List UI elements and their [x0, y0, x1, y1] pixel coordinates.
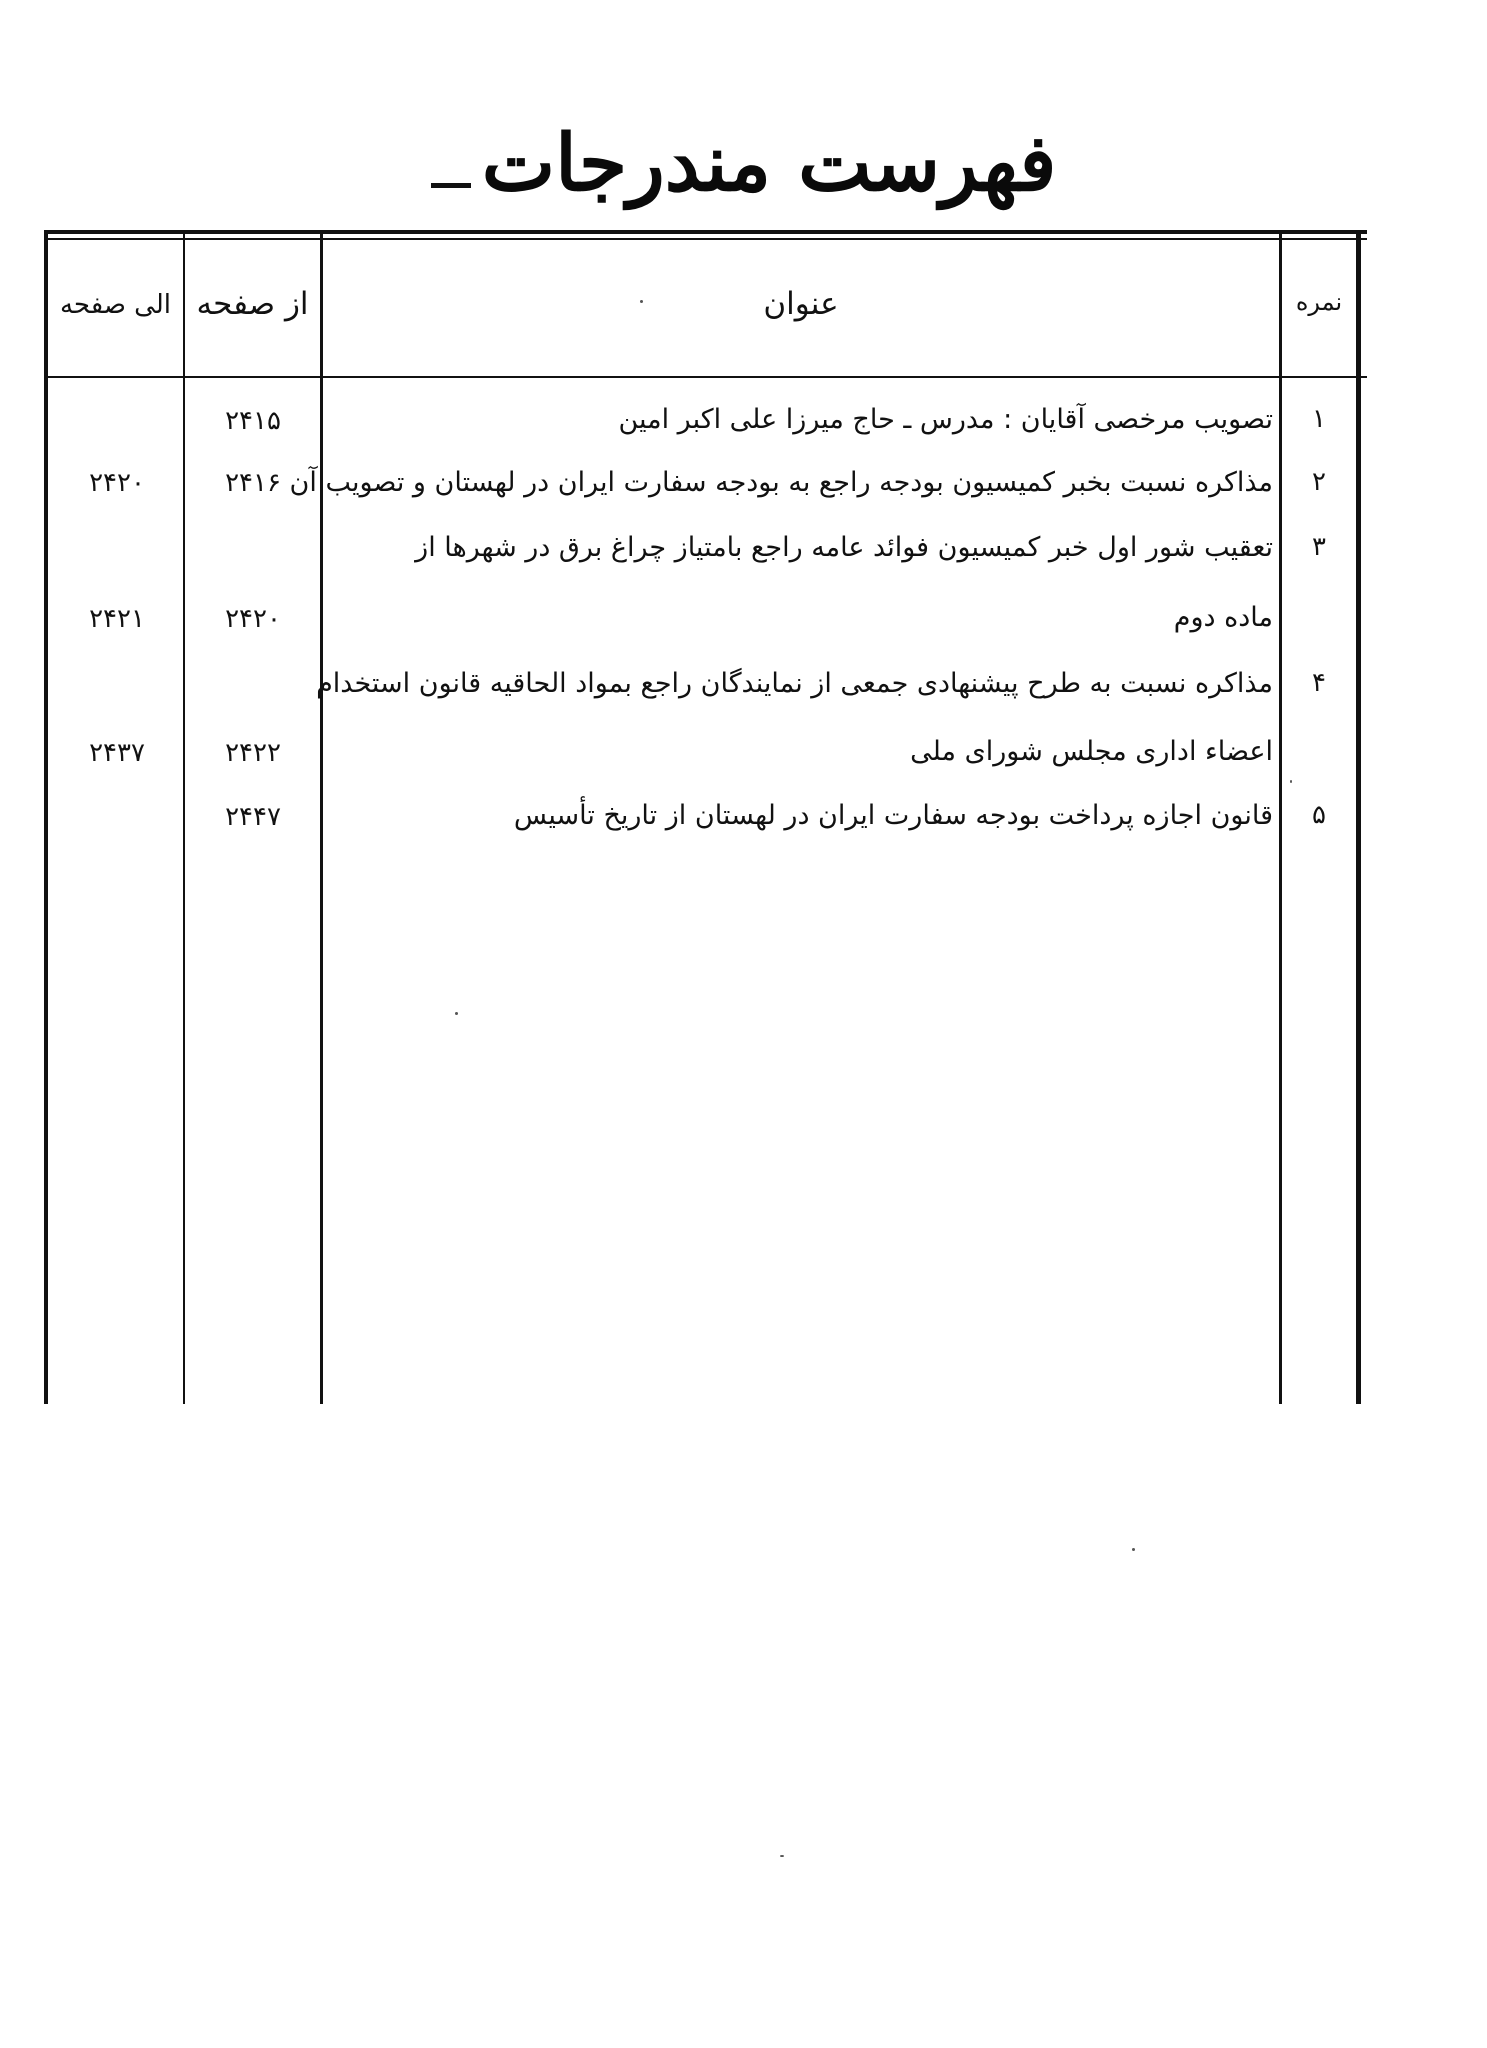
- scan-speck: [1132, 1548, 1135, 1551]
- row-number: ۱: [1312, 404, 1326, 434]
- row-from-page: ۲۴۲۲: [225, 738, 281, 768]
- row-subject-line: تعقیب شور اول خبر کمیسیون فوائد عامه راجع بامتیاز چراغ برق در شهرها از: [415, 532, 1273, 563]
- scan-speck: [455, 1012, 458, 1015]
- row-to-page: ۲۴۲۰: [89, 468, 145, 498]
- row-from-page: ۲۴۱۶: [225, 468, 281, 498]
- row-from-page: ۲۴۴۷: [225, 802, 281, 832]
- row-from-page: ۲۴۲۰: [225, 604, 281, 634]
- contents-table: [44, 230, 1367, 1404]
- scan-speck: [1290, 780, 1292, 783]
- col-divider-subject-number: [1279, 230, 1282, 1404]
- row-to-page: ۲۴۳۷: [89, 738, 145, 768]
- row-subject-line: تصویب مرخصی آقایان : مدرس ـ حاج میرزا علی اکبر امین: [618, 404, 1273, 435]
- row-to-page: ۲۴۲۱: [89, 604, 145, 634]
- col-divider-to-from: [183, 230, 185, 1404]
- title-dash: [431, 183, 471, 188]
- col-divider-from-subject: [320, 230, 323, 1404]
- row-number: ۳: [1312, 532, 1326, 562]
- table-top-rule-inner: [44, 238, 1367, 240]
- header-from-page: از صفحه: [196, 286, 309, 322]
- scan-speck: [640, 300, 643, 303]
- page-title: فهرست مندرجات: [481, 118, 1057, 209]
- row-subject-line: مذاکره نسبت بخبر کمیسیون بودجه راجع به بودجه سفارت ایران در لهستان و تصویب آن: [289, 467, 1273, 498]
- row-subject-line: قانون اجازه پرداخت بودجه سفارت ایران در لهستان از تاریخ تأسیس: [513, 800, 1273, 831]
- title-block: [0, 118, 1487, 209]
- row-number: ۴: [1312, 668, 1326, 698]
- row-number: ۲: [1312, 467, 1326, 497]
- table-top-rule: [44, 230, 1367, 234]
- row-subject-line-2: اعضاء اداری مجلس شورای ملی: [910, 736, 1273, 767]
- header-row-number: نمره: [1295, 288, 1343, 316]
- table-right-border: [1356, 230, 1361, 1404]
- scan-speck: [780, 1855, 784, 1857]
- row-number: ۵: [1312, 800, 1326, 830]
- header-subject: عنوان: [763, 286, 839, 322]
- row-subject-line: مذاکره نسبت به طرح پیشنهادی جمعی از نمایندگان راجع بمواد الحاقیه قانون استخدام: [316, 668, 1273, 699]
- row-from-page: ۲۴۱۵: [225, 406, 281, 436]
- header-bottom-rule: [44, 376, 1367, 378]
- table-left-border: [44, 230, 48, 1404]
- row-subject-line-2: ماده دوم: [1173, 602, 1273, 633]
- header-to-page: الی صفحه: [59, 290, 172, 320]
